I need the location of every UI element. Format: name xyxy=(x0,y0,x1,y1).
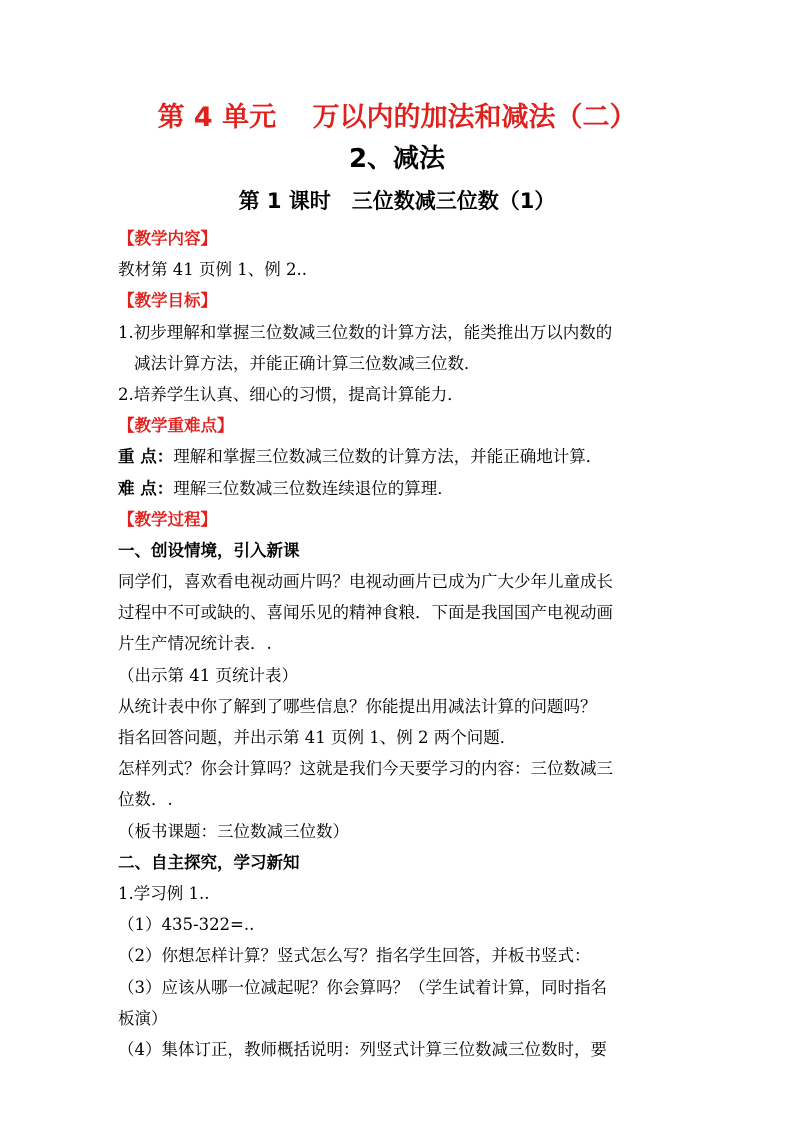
part-2-step-3-line-2: 板演） xyxy=(118,1008,168,1028)
key-point-row xyxy=(118,441,684,472)
part-1-paragraph-5-line-1: 怎样列式？你会计算吗？这就是我们今天要学习的内容：三位数减三 xyxy=(118,759,613,779)
teaching-goals-heading: 【教学目标】 xyxy=(118,291,217,311)
part-2-title: 二、自主探究，学习新知 xyxy=(118,852,300,872)
part-1-paragraph-1-line-3: 片生产情况统计表．. xyxy=(118,634,272,654)
goal-1-line-2: 减法计算方法，并能正确计算三位数减三位数． xyxy=(134,353,481,373)
key-points-heading: 【教学重难点】 xyxy=(118,416,234,436)
unit-title: 第 4 单元 万以内的加法和减法（二） xyxy=(157,102,637,133)
part-2-step-4: （4）集体订正，教师概括说明：列竖式计算三位数减三位数时，要 xyxy=(118,1039,607,1059)
part-1-paragraph-6: （板书课题：三位数减三位数） xyxy=(118,821,349,841)
part-2-step-2: （2）你想怎样计算？竖式怎么写？指名学生回答，并板书竖式： xyxy=(118,946,591,966)
part-2-paragraph-1: 1.学习例 1.. xyxy=(118,883,210,903)
difficult-point-row xyxy=(118,473,684,504)
section-title: 2、减法 xyxy=(348,144,446,174)
part-1-paragraph-2: （出示第 41 页统计表） xyxy=(118,665,298,685)
goal-1-line-1: 1.初步理解和掌握三位数减三位数的计算方法，能类推出万以内数的 xyxy=(118,322,613,342)
part-1-paragraph-5-line-2: 位数．. xyxy=(118,790,173,810)
part-1-paragraph-4: 指名回答问题，并出示第 41 页例 1、例 2 两个问题． xyxy=(118,728,517,747)
part-2-step-3-line-1: （3）应该从哪一位减起呢？你会算吗？（学生试着计算，同时指名 xyxy=(118,977,607,997)
part-1-title: 一、创设情境，引入新课 xyxy=(118,540,300,560)
difficult-point-text: 理解三位数减三位数连续退位的算理． xyxy=(173,478,454,498)
difficult-point-label: 难 点： xyxy=(118,478,174,498)
goal-2: 2.培养学生认真、细心的习惯，提高计算能力． xyxy=(118,384,464,404)
process-heading: 【教学过程】 xyxy=(118,509,217,529)
part-1-paragraph-1-line-2: 过程中不可或缺的、喜闻乐见的精神食粮．下面是我国国产电视动画 xyxy=(118,603,613,623)
part-1-paragraph-3: 从统计表中你了解到了哪些信息？你能提出用减法计算的问题吗？ xyxy=(118,696,597,716)
part-1-paragraph-1-line-1: 同学们，喜欢看电视动画片吗？电视动画片已成为广大少年儿童成长 xyxy=(118,572,613,592)
part-2-step-1: （1）435-322=.. xyxy=(118,915,255,935)
key-point-text: 理解和掌握三位数减三位数的计算方法，并能正确地计算． xyxy=(173,447,603,467)
teaching-content-text: 教材第 41 页例 1、例 2.. xyxy=(118,260,307,280)
lesson-body xyxy=(118,223,684,1065)
lesson-title: 第 1 课时 三位数减三位数（1） xyxy=(238,189,556,213)
key-point-label: 重 点： xyxy=(118,447,174,467)
teaching-content-heading: 【教学内容】 xyxy=(118,229,217,248)
